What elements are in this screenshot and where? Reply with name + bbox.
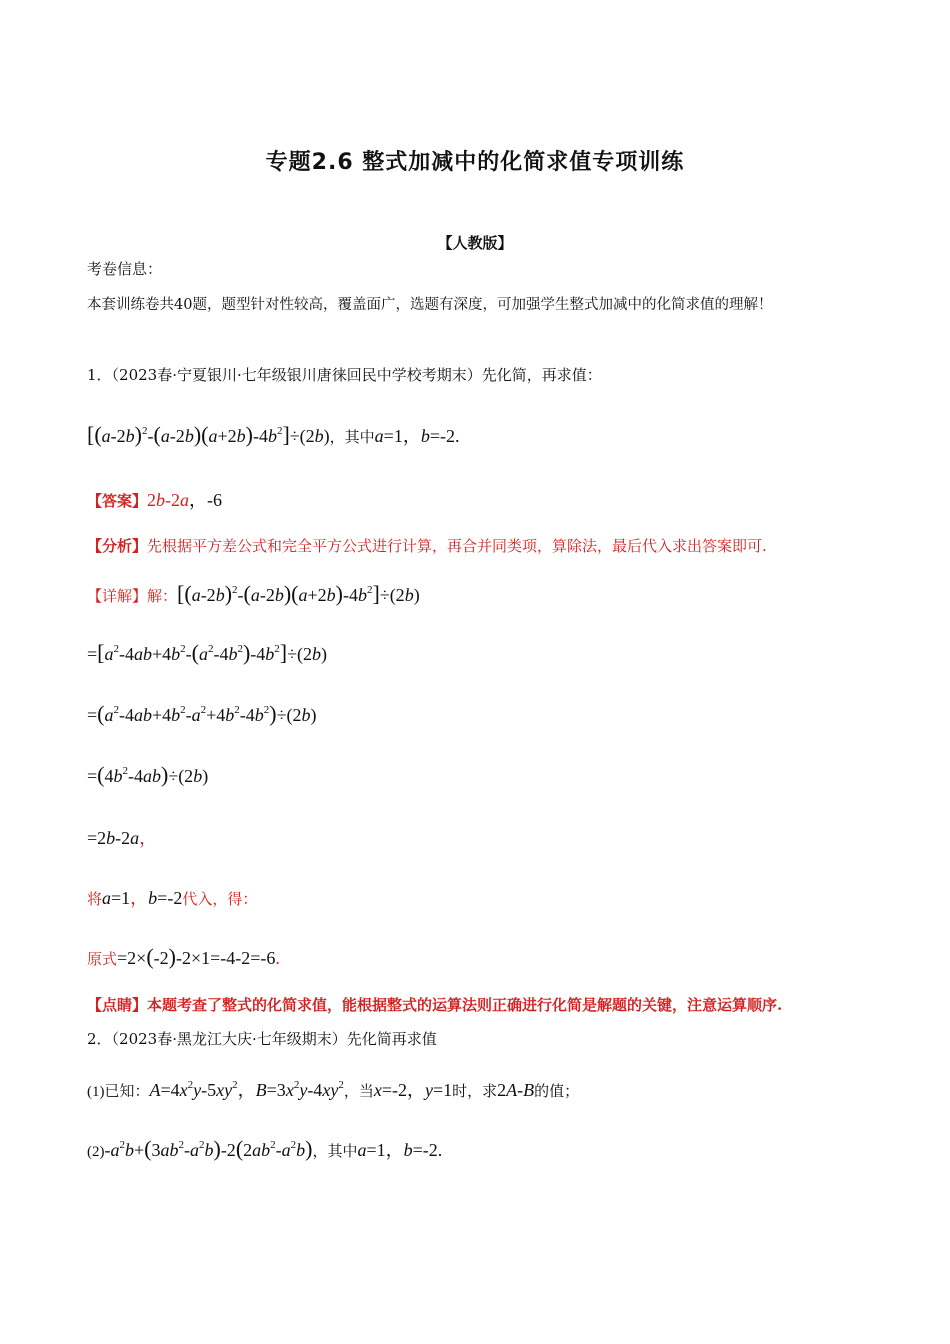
q2-part1-prefix: (1)已知： — [87, 1084, 150, 1100]
q2-part2-prefix: (2) — [87, 1144, 105, 1160]
analysis-tag: 【分析】 — [87, 537, 148, 555]
original-label: 原式 — [87, 952, 118, 968]
exam-info-text: 本套训练卷共40题，题型针对性较高，覆盖面广，选题有深度，可加强学生整式加减中的化简求值的理解！ — [87, 297, 773, 313]
q2-part1-end: 的值； — [534, 1084, 580, 1100]
answer-tail: ，-6 — [189, 490, 223, 510]
analysis-text: 先根据平方差公式和完全平方公式进行计算，再合并同类项，算除法，最后代入求出答案即可. — [147, 537, 767, 555]
q1-step-4: =2b-2a， — [87, 828, 158, 848]
comment-tag: 【点睛】 — [87, 996, 148, 1014]
page-title: 专题2.6 整式加减中的化简求值专项训练 — [265, 150, 685, 175]
substitute-prefix: 将 — [87, 892, 103, 908]
q2-part1-when: ，当 — [343, 1084, 374, 1100]
q2-header: 2．（2023春·黑龙江大庆·七年级期末）先化简再求值 — [87, 1030, 437, 1048]
q2-part1-ask: 时，求 — [452, 1084, 498, 1100]
q1-step-1: $=[a^2-4ab+4b^2-(a^2-4b^2)-4b^2]\div(2b)$ — [87, 640, 327, 665]
q1-analysis — [87, 535, 767, 556]
q1-detail: 【详解】解：$[(a-2b)^2-(a-2b)(a+2b)-4b^2]\div(2b)$ — [87, 581, 420, 606]
q1-step-3: $=(4b^2-4ab)\div(2b)$ — [87, 762, 209, 787]
substitute-suffix: 代入，得： — [182, 892, 258, 908]
q1-result: 原式=2×(-2)-2×1=-4-2=-6. — [87, 944, 280, 969]
q1-step-2: $=(a^2-4ab+4b^2-a^2+4b^2-4b^2)\div(2b)$ — [87, 701, 317, 726]
comment-text: 本题考查了整式的化简求值，能根据整式的运算法则正确进行化简是解题的关键，注意运算顺序. — [147, 996, 783, 1014]
exam-info-label: 考卷信息： — [87, 260, 163, 278]
q2-part2: $(2)-a^2b+(3ab^2-a^2b)-2(2ab^2-a^2b)$，其中a=1，b=-2. — [87, 1136, 443, 1161]
edition-label: 【人教版】 — [437, 234, 513, 252]
answer-tag: 【答案】 — [87, 492, 148, 510]
q2-part2-where: ，其中 — [312, 1144, 358, 1160]
detail-tag: 【详解】 — [87, 589, 148, 605]
q1-substitute: 将a=1，b=-2代入，得： — [87, 888, 258, 908]
q1-comment — [87, 994, 782, 1015]
q2-part1: (1)已知：$A=4x^2y-5xy^2$，$B=3x^2y-4xy^2$，当x=-2，y=1时，求2A-B的值； — [87, 1079, 580, 1100]
detail-prefix: 解： — [147, 589, 178, 605]
q1-header: 1．（2023春·宁夏银川·七年级银川唐徕回民中学校考期末）先化简，再求值： — [87, 366, 602, 384]
q1-problem: $[(a-2b)^2-(a-2b)(a+2b)-4b^2]\div(2b)$，其中a=1，b=-2. — [87, 422, 460, 447]
q1-where: ，其中 — [329, 430, 375, 446]
q1-answer: 【答案】2b-2a，-6 — [87, 490, 223, 510]
